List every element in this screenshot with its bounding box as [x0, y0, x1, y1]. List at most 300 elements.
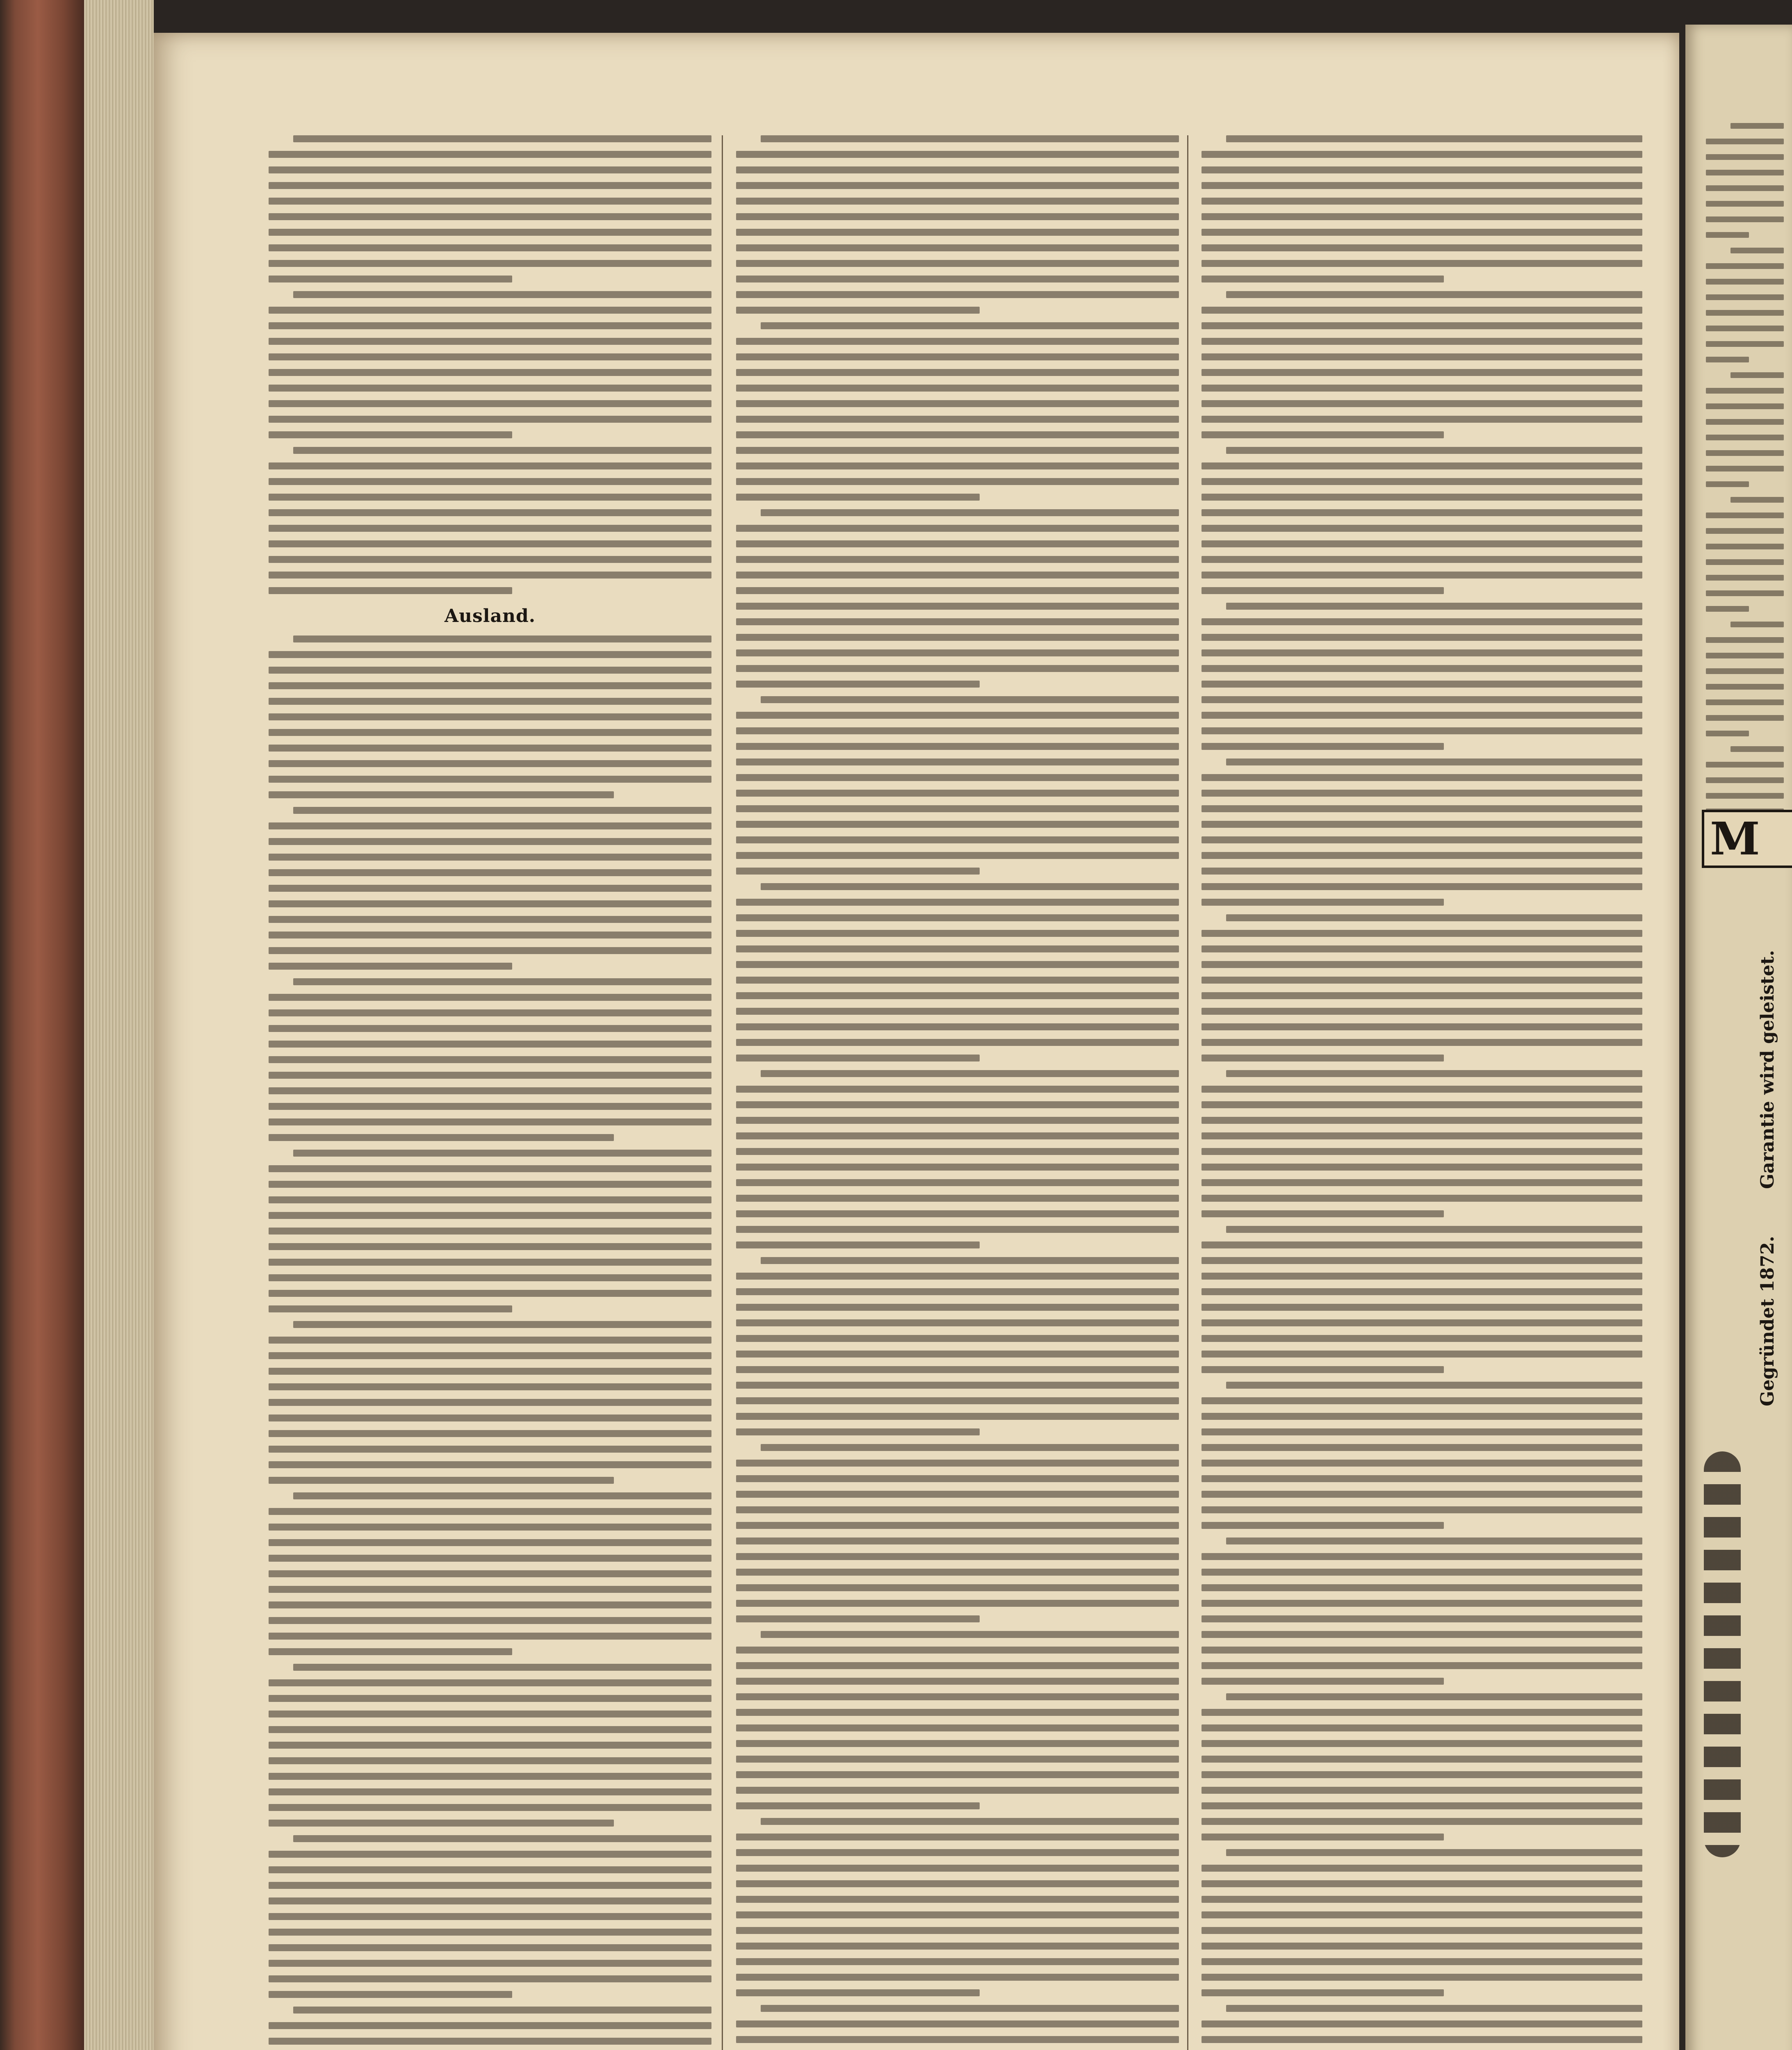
- text-line: [1202, 1475, 1642, 1482]
- text-line: [1730, 123, 1784, 129]
- text-line: [1202, 1958, 1642, 1965]
- text-line: [1202, 1351, 1642, 1358]
- text-line: [736, 1335, 1179, 1342]
- text-line: [1706, 699, 1784, 705]
- text-line: [736, 1989, 980, 1996]
- text-line: [1226, 1538, 1642, 1544]
- text-line: [269, 1368, 711, 1375]
- text-line: [269, 1773, 711, 1780]
- text-line: [736, 1366, 1179, 1373]
- text-line: [736, 1927, 1179, 1934]
- text-line: [736, 494, 980, 501]
- text-line: [1202, 665, 1642, 672]
- text-line: [1706, 590, 1784, 596]
- text-line: [736, 1195, 1179, 1202]
- text-line: [1202, 431, 1444, 438]
- text-line: [736, 603, 1179, 610]
- text-line: [269, 1243, 711, 1250]
- text-line: [1202, 1740, 1642, 1747]
- text-line: [1706, 419, 1784, 425]
- text-line: [1706, 715, 1784, 721]
- text-line: [761, 509, 1179, 516]
- text-line: [269, 1524, 711, 1531]
- text-line: [736, 1865, 1179, 1872]
- text-line: [269, 556, 711, 563]
- text-line: [269, 478, 711, 485]
- text-line: [1706, 294, 1784, 300]
- text-line: [269, 1274, 711, 1281]
- text-line: [1202, 1506, 1642, 1513]
- text-line: [1202, 1086, 1642, 1093]
- text-line: [1202, 1039, 1642, 1046]
- text-line: [269, 1259, 711, 1266]
- text-line: [736, 416, 1179, 423]
- text-line: [736, 1288, 1179, 1295]
- text-line: [736, 1086, 1179, 1093]
- text-line: [736, 1849, 1179, 1856]
- text-line: [1706, 684, 1784, 690]
- text-line: [736, 1834, 1179, 1840]
- text-line: [736, 291, 1179, 298]
- text-line: [1226, 1382, 1642, 1389]
- text-line: [736, 260, 1179, 267]
- text-line: [761, 2005, 1179, 2012]
- text-line: [736, 1724, 1179, 1731]
- text-line: [269, 1695, 711, 1702]
- text-line: [1706, 512, 1784, 518]
- text-line: [736, 1538, 1179, 1544]
- next-page-text: [1706, 123, 1784, 824]
- text-line: [269, 151, 711, 158]
- text-line: [269, 667, 711, 674]
- text-line: [1202, 852, 1642, 859]
- text-line: [269, 916, 711, 923]
- text-line: [736, 618, 1179, 625]
- column-2: [736, 135, 1179, 2050]
- text-line: [736, 478, 1179, 485]
- text-line: [269, 1181, 711, 1188]
- text-line: [293, 1492, 711, 1499]
- text-line: [1202, 1662, 1642, 1669]
- text-line: [736, 462, 1179, 469]
- text-line: [269, 713, 711, 720]
- text-line: [269, 509, 711, 516]
- text-line: [1706, 559, 1784, 565]
- text-line: [293, 1664, 711, 1671]
- text-line: [269, 244, 711, 251]
- text-line: [269, 213, 711, 220]
- text-line: [1706, 139, 1784, 144]
- column-3-text: [1202, 135, 1642, 2050]
- text-line: [736, 1273, 1179, 1280]
- text-line: [1202, 805, 1642, 812]
- text-line: [269, 1975, 711, 1982]
- text-line: [736, 1413, 1179, 1420]
- text-line: [1730, 248, 1784, 253]
- text-line: [293, 1835, 711, 1842]
- text-line: [1202, 322, 1642, 329]
- text-line: [1706, 668, 1784, 674]
- founded-text: Gegründet 1872.: [1757, 1236, 1778, 1406]
- text-line: [269, 1212, 711, 1219]
- text-line: [736, 1179, 1179, 1186]
- text-line: [1202, 1756, 1642, 1763]
- text-line: [269, 729, 711, 736]
- text-line: [269, 1290, 711, 1297]
- text-line: [736, 758, 1179, 765]
- text-line: [1706, 341, 1784, 347]
- text-line: [1706, 435, 1784, 440]
- text-line: [1706, 575, 1784, 581]
- text-line: [736, 1615, 980, 1622]
- text-line: [736, 681, 980, 688]
- guarantee-text: Garantie wird geleistet.: [1757, 950, 1778, 1189]
- text-line: [736, 229, 1179, 236]
- text-line: [269, 572, 711, 579]
- text-line: [736, 1647, 1179, 1654]
- text-line: [1202, 540, 1642, 547]
- text-line: [269, 1118, 711, 1125]
- text-line: [1202, 1896, 1642, 1903]
- text-line: [269, 994, 711, 1001]
- text-line: [1202, 961, 1642, 968]
- text-line: [269, 1929, 711, 1936]
- text-line: [293, 636, 711, 642]
- text-line: [269, 2022, 711, 2029]
- text-line: [736, 385, 1179, 392]
- text-line: [1202, 1210, 1444, 1217]
- text-line: [1706, 263, 1784, 269]
- text-line: [1202, 369, 1642, 376]
- text-line: [1706, 201, 1784, 207]
- text-line: [736, 634, 1179, 641]
- text-line: [1202, 836, 1642, 843]
- text-line: [736, 1756, 1179, 1763]
- text-line: [736, 1569, 1179, 1576]
- text-line: [736, 540, 1179, 547]
- text-line: [269, 1586, 711, 1593]
- text-line: [1202, 1787, 1642, 1794]
- text-line: [761, 1257, 1179, 1264]
- ornament-border: [1704, 1451, 1741, 1857]
- text-line: [736, 1974, 1179, 1981]
- text-line: [1202, 774, 1642, 781]
- text-line: [269, 1134, 614, 1141]
- text-line: [1202, 587, 1444, 594]
- text-line: [736, 1210, 1179, 1217]
- text-line: [1202, 462, 1642, 469]
- text-line: [269, 1757, 711, 1764]
- text-line: [1706, 216, 1784, 222]
- text-line: [1202, 260, 1642, 267]
- text-line: [269, 369, 711, 376]
- text-line: [269, 1617, 711, 1624]
- text-line: [1202, 1428, 1642, 1435]
- text-line: [736, 2036, 1179, 2043]
- text-line: [736, 1023, 1179, 1030]
- text-line: [1706, 544, 1784, 549]
- text-line: [269, 885, 711, 892]
- text-line: [1226, 291, 1642, 298]
- text-line: [736, 1600, 1179, 1607]
- text-line: [269, 947, 711, 954]
- text-line: [736, 852, 1179, 859]
- text-line: [736, 525, 1179, 532]
- text-line: [1202, 899, 1444, 906]
- text-line: [736, 572, 1179, 579]
- text-line: [269, 431, 512, 438]
- text-line: [736, 1740, 1179, 1747]
- text-line: [1202, 1273, 1642, 1280]
- text-line: [1202, 556, 1642, 563]
- text-line: [1706, 232, 1749, 238]
- text-line: [269, 651, 711, 658]
- text-line: [269, 822, 711, 829]
- text-line: [269, 1539, 711, 1546]
- text-line: [1202, 572, 1642, 579]
- text-line: [1202, 1989, 1444, 1996]
- book-binding: [0, 0, 84, 2050]
- text-line: [1706, 310, 1784, 316]
- text-line: [269, 1882, 711, 1889]
- text-line: [269, 260, 711, 267]
- text-line: [1706, 481, 1749, 487]
- text-line: [736, 805, 1179, 812]
- text-line: [736, 1382, 1179, 1389]
- text-line: [1226, 1226, 1642, 1233]
- text-line: [269, 525, 711, 532]
- text-line: [736, 198, 1179, 205]
- column-1-text-top: [269, 135, 711, 594]
- text-line: [269, 587, 512, 594]
- text-line: [1202, 1335, 1642, 1342]
- text-line: [736, 1709, 1179, 1716]
- text-line: [1706, 388, 1784, 394]
- text-line: [1202, 977, 1642, 984]
- text-line: [269, 1601, 711, 1608]
- text-line: [736, 166, 1179, 173]
- text-line: [1202, 1600, 1642, 1607]
- text-line: [269, 760, 711, 767]
- text-line: [1202, 1865, 1642, 1872]
- text-line: [269, 1633, 711, 1640]
- text-line: [269, 1461, 711, 1468]
- section-heading-ausland: Ausland.: [444, 606, 536, 626]
- text-line: [269, 1711, 711, 1717]
- text-line: [1202, 1288, 1642, 1295]
- text-line: [1202, 1101, 1642, 1108]
- text-line: [1202, 1553, 1642, 1560]
- text-line: [269, 1679, 711, 1686]
- text-line: [1202, 1257, 1642, 1264]
- text-line: [1202, 1631, 1642, 1638]
- text-line: [736, 1491, 1179, 1498]
- text-line: [1202, 478, 1642, 485]
- text-line: [736, 992, 1179, 999]
- text-line: [1226, 758, 1642, 765]
- text-line: [736, 447, 1179, 454]
- text-line: [736, 1039, 1179, 1046]
- text-line: [1706, 793, 1784, 799]
- text-line: [1706, 154, 1784, 160]
- text-line: [736, 836, 1179, 843]
- text-line: [1202, 1974, 1642, 1981]
- text-line: [1226, 1693, 1642, 1700]
- text-line: [1202, 930, 1642, 937]
- text-line: [269, 307, 711, 314]
- text-line: [1202, 182, 1642, 189]
- text-line: [269, 416, 711, 423]
- text-line: [736, 868, 980, 875]
- text-line: [269, 1056, 711, 1063]
- text-line: [1202, 1834, 1444, 1840]
- text-line: [736, 1896, 1179, 1903]
- text-line: [1706, 403, 1784, 409]
- text-line: [1202, 151, 1642, 158]
- column-2-text-top: [736, 135, 1179, 2050]
- text-line: [1202, 1911, 1642, 1918]
- text-line: [736, 2020, 1179, 2027]
- text-line: [736, 914, 1179, 921]
- text-line: [269, 1041, 711, 1048]
- text-line: [1202, 1678, 1444, 1685]
- text-line: [761, 1631, 1179, 1638]
- text-line: [736, 1304, 1179, 1311]
- text-line: [269, 776, 711, 783]
- text-line: [736, 1958, 1179, 1965]
- text-line: [269, 1804, 711, 1811]
- text-line: [1202, 1304, 1642, 1311]
- text-line: [736, 1241, 980, 1248]
- text-line: [269, 1555, 711, 1562]
- text-line: [1202, 307, 1642, 314]
- text-line: [1202, 213, 1642, 220]
- text-line: [269, 1820, 614, 1827]
- text-line: [736, 213, 1179, 220]
- text-line: [1202, 338, 1642, 345]
- ad-box: M: [1702, 810, 1792, 868]
- text-line: [269, 1851, 711, 1858]
- text-line: [269, 1414, 711, 1421]
- text-line: [1202, 1927, 1642, 1934]
- text-line: [1202, 1647, 1642, 1654]
- text-line: [1202, 743, 1444, 750]
- text-line: [269, 1570, 711, 1577]
- text-line: [269, 1025, 711, 1032]
- text-line: [269, 2038, 711, 2045]
- text-line: [1202, 1569, 1642, 1576]
- text-line: [1202, 1460, 1642, 1467]
- text-line: [1202, 712, 1642, 719]
- text-line: [1202, 681, 1642, 688]
- text-line: [1202, 868, 1642, 875]
- text-line: [1202, 229, 1642, 236]
- text-line: [269, 494, 711, 501]
- text-line: [736, 1584, 1179, 1591]
- text-line: [736, 977, 1179, 984]
- text-line: [736, 244, 1179, 251]
- text-line: [1706, 357, 1749, 362]
- text-line: [269, 791, 614, 798]
- text-line: [269, 1897, 711, 1904]
- text-line: [269, 1009, 711, 1016]
- text-line: [736, 1553, 1179, 1560]
- text-line: [736, 151, 1179, 158]
- text-line: [269, 462, 711, 469]
- text-line: [736, 1117, 1179, 1124]
- newspaper-page: [154, 33, 1679, 2050]
- text-line: [269, 1788, 711, 1795]
- text-line: [269, 1944, 711, 1951]
- column-1: [269, 135, 711, 2050]
- text-line: [269, 1866, 711, 1873]
- text-line: [1706, 170, 1784, 175]
- text-line: [1202, 1241, 1642, 1248]
- text-line: [269, 1508, 711, 1515]
- text-line: [736, 1008, 1179, 1015]
- text-line: [736, 353, 1179, 360]
- text-line: [1202, 1802, 1642, 1809]
- text-line: [269, 1960, 711, 1967]
- text-line: [761, 1444, 1179, 1451]
- text-line: [736, 712, 1179, 719]
- text-line: [761, 322, 1179, 329]
- text-line: [1202, 1413, 1642, 1420]
- text-line: [1706, 279, 1784, 285]
- text-line: [1202, 1117, 1642, 1124]
- text-line: [1706, 731, 1749, 736]
- text-line: [1706, 185, 1784, 191]
- text-line: [736, 1662, 1179, 1669]
- text-line: [1202, 400, 1642, 407]
- text-line: [1202, 1724, 1642, 1731]
- text-line: [269, 963, 512, 970]
- text-line: [293, 291, 711, 298]
- text-line: [736, 945, 1179, 952]
- text-line: [1202, 883, 1642, 890]
- text-line: [736, 1802, 980, 1809]
- text-line: [736, 1319, 1179, 1326]
- text-line: [1226, 603, 1642, 610]
- text-line: [736, 338, 1179, 345]
- text-line: [1202, 1818, 1642, 1825]
- text-line: [1706, 653, 1784, 658]
- text-line: [1202, 1444, 1642, 1451]
- text-line: [1706, 606, 1749, 612]
- text-line: [1202, 1522, 1444, 1529]
- text-line: [736, 182, 1179, 189]
- text-line: [269, 1991, 512, 1998]
- text-line: [1202, 1584, 1642, 1591]
- text-line: [736, 587, 1179, 594]
- text-line: [1730, 622, 1784, 627]
- text-line: [1226, 447, 1642, 454]
- text-line: [736, 1397, 1179, 1404]
- text-line: [736, 1911, 1179, 1918]
- text-line: [269, 1446, 711, 1453]
- text-line: [1202, 353, 1642, 360]
- text-line: [269, 854, 711, 861]
- text-line: [736, 556, 1179, 563]
- text-line: [1202, 416, 1642, 423]
- text-line: [1202, 1055, 1444, 1061]
- text-line: [736, 1055, 980, 1061]
- text-line: [1226, 914, 1642, 921]
- text-line: [1202, 1771, 1642, 1778]
- text-line: [269, 1726, 711, 1733]
- text-line: [1706, 326, 1784, 331]
- text-line: [293, 978, 711, 985]
